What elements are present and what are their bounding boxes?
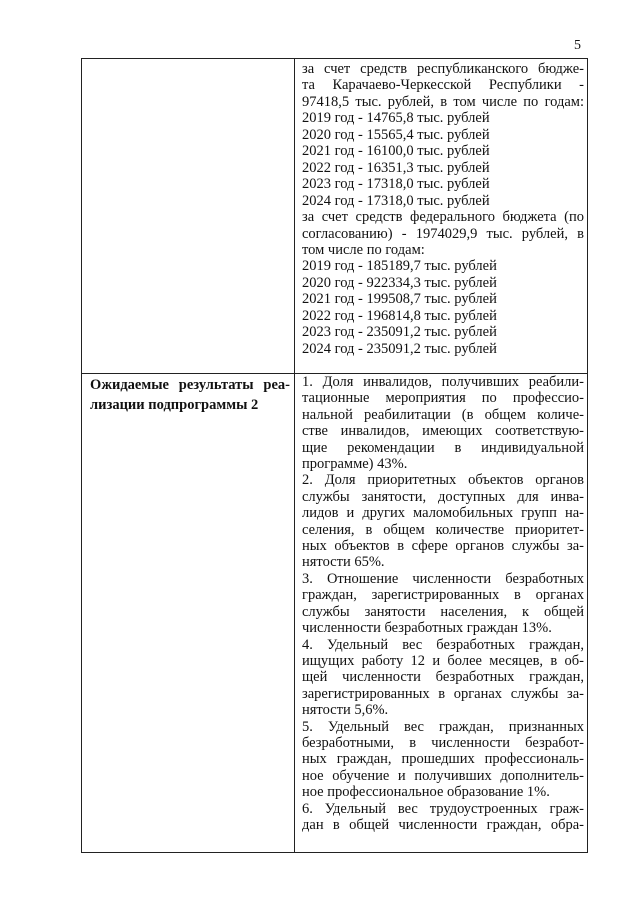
text-line: за счет средств республиканского бюдже-: [302, 61, 584, 77]
results-cell: [302, 374, 584, 833]
page-number: 5: [574, 38, 581, 53]
text-line: 97418,5 тыс. рублей, в том числе по годам:: [302, 93, 584, 110]
heading-line: лизации подпрограммы 2: [90, 397, 259, 413]
text-line: программе) 43%.: [302, 456, 408, 473]
text-line: 3. Отношение численности безработных: [302, 570, 584, 587]
result-item-5: [302, 719, 584, 801]
text-line: ных граждан, прошедших профессиональ-: [302, 751, 584, 768]
text-line: 1. Доля инвалидов, получивших реабили-: [302, 374, 584, 390]
text-line: стве инвалидов, имеющих соответствую-: [302, 423, 584, 440]
text-line: 2. Доля приоритетных объектов органов: [302, 472, 584, 489]
federal-budget-text: [302, 209, 584, 258]
text-line: нятости 5,6%.: [302, 702, 389, 719]
text-line: численности безработных граждан 13%.: [302, 620, 552, 637]
text-line: том числе по годам:: [302, 242, 425, 259]
text-line: безработными, в численности безработ-: [302, 734, 584, 751]
text-line: ное обучение и получивших дополнитель-: [302, 767, 584, 784]
passport-table: [81, 58, 588, 853]
result-item-1: [302, 374, 584, 472]
year-amount: 2020 год - 922334,3 тыс. рублей: [302, 274, 497, 291]
result-item-6: [302, 801, 584, 834]
text-line: лидов и других маломобильных групп на-: [302, 505, 584, 522]
result-item-2: [302, 472, 584, 570]
year-amount: 2021 год - 199508,7 тыс. рублей: [302, 291, 497, 308]
text-line: службы занятости, доступных для инва-: [302, 488, 584, 505]
text-line: щей численности безработных граждан,: [302, 669, 584, 686]
year-amount: 2019 год - 185189,7 тыс. рублей: [302, 258, 497, 275]
text-line: 5. Удельный вес граждан, признанных: [302, 718, 584, 735]
year-amount: 2023 год - 235091,2 тыс. рублей: [302, 324, 497, 341]
text-line: ищущих работу 12 и более месяцев, в об-: [302, 652, 584, 669]
results-heading: [90, 375, 290, 415]
heading-line: Ожидаемые результаты реа-: [90, 377, 290, 393]
table-column-divider: [294, 59, 295, 852]
year-amount: 2023 год - 17318,0 тыс. рублей: [302, 176, 490, 193]
result-item-4: [302, 637, 584, 719]
text-line: ных объектов в сфере органов службы за-: [302, 538, 584, 555]
text-line: 6. Удельный вес трудоустроенных граж-: [302, 800, 584, 817]
text-line: 4. Удельный вес безработных граждан,: [302, 636, 584, 653]
text-line: за счет средств федерального бюджета (по: [302, 209, 584, 226]
text-line: та Карачаево-Черкесской Республики -: [302, 77, 584, 94]
table-cell-empty: [82, 59, 294, 373]
year-amount: 2022 год - 16351,3 тыс. рублей: [302, 159, 490, 176]
text-line: граждан, зарегистрированных в органах: [302, 587, 584, 604]
year-amount: 2020 год - 15565,4 тыс. рублей: [302, 126, 490, 143]
year-amount: 2022 год - 196814,8 тыс. рублей: [302, 307, 497, 324]
year-amount: 2024 год - 235091,2 тыс. рублей: [302, 340, 497, 357]
federal-years-list: [302, 258, 584, 357]
text-line: службы занятости населения, к общей: [302, 603, 584, 620]
text-line: щие рекомендации в индивидуальной: [302, 439, 584, 456]
result-item-3: [302, 571, 584, 637]
text-line: нятости 65%.: [302, 554, 385, 571]
year-amount: 2019 год - 14765,8 тыс. рублей: [302, 110, 490, 127]
text-line: ное профессиональное образование 1%.: [302, 784, 550, 801]
financing-cell: [302, 61, 584, 357]
text-line: тационные мероприятия по профессио-: [302, 390, 584, 407]
regional-years-list: [302, 110, 584, 209]
results-heading-cell: [90, 375, 290, 415]
year-amount: 2024 год - 17318,0 тыс. рублей: [302, 192, 490, 209]
year-amount: 2021 год - 16100,0 тыс. рублей: [302, 143, 490, 160]
text-line: дан в общей численности граждан, обра-: [302, 816, 584, 833]
text-line: зарегистрированных в органах службы за-: [302, 685, 584, 702]
text-line: селения, в общем количестве приоритет-: [302, 521, 584, 538]
regional-budget-text: [302, 61, 584, 110]
text-line: согласованию) - 1974029,9 тыс. рублей, в: [302, 225, 584, 242]
text-line: нальной реабилитации (в общем количе-: [302, 406, 584, 423]
